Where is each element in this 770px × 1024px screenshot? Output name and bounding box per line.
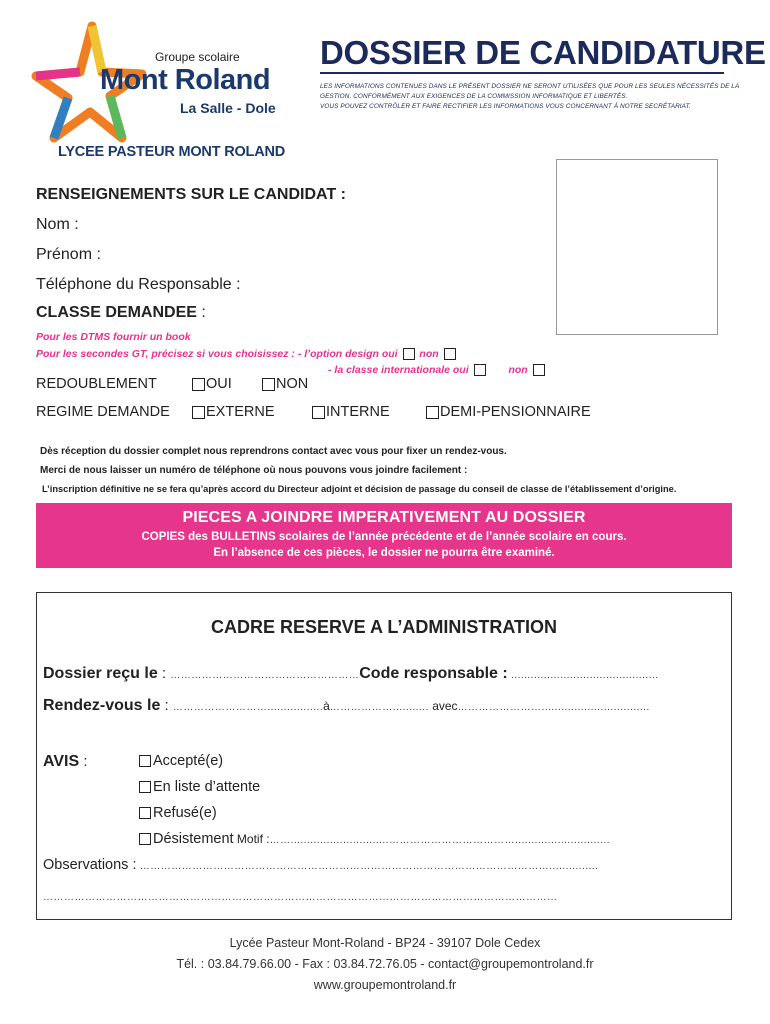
dossier-recu-label: Dossier reçu le xyxy=(43,665,158,682)
regime-demi-label: DEMI-PENSIONNAIRE xyxy=(440,404,591,420)
redoublement-non[interactable] xyxy=(260,376,308,392)
observations-line-2[interactable] xyxy=(43,887,558,904)
dtms-note: Pour les DTMS fournir un book xyxy=(36,331,191,343)
lycee-name: LYCEE PASTEUR MONT ROLAND xyxy=(58,144,286,160)
dossier-recu-colon: : xyxy=(157,665,171,682)
dossier-recu-dots: ……………………………………………… xyxy=(170,670,360,681)
code-responsable-dots: ............................................. xyxy=(507,670,659,681)
avis-desistement[interactable] xyxy=(137,831,610,847)
pieces-banner xyxy=(36,503,732,568)
footer-address: Lycée Pasteur Mont-Roland - BP24 - 39107 Dole Cedex xyxy=(229,936,541,950)
redoublement-oui[interactable] xyxy=(190,376,232,392)
option-design-non-label: non xyxy=(419,348,439,360)
avis-label-wrap xyxy=(43,753,88,771)
rdv-label: Rendez-vous le xyxy=(43,697,161,714)
admin-title: CADRE RESERVE A L’ADMINISTRATION xyxy=(210,617,558,637)
motif-dots: ……..............................………………………………............................. xyxy=(269,835,611,846)
pieces-title: PIECES A JOINDRE IMPERATIVEMENT AU DOSSIER xyxy=(182,509,586,526)
redoublement-oui-checkbox[interactable] xyxy=(192,378,205,391)
regime-demi-checkbox[interactable] xyxy=(426,406,439,419)
avis-colon: : xyxy=(79,753,88,770)
classe-intl-non-checkbox[interactable] xyxy=(533,364,545,376)
avis-desistement-checkbox[interactable] xyxy=(139,833,151,845)
avis-refuse-label: Refusé(e) xyxy=(153,805,217,821)
telephone-field[interactable]: Téléphone du Responsable : xyxy=(36,276,241,293)
rdv-a-dots: ………………........... xyxy=(329,702,429,713)
rdv-avec: avec xyxy=(428,699,458,713)
avis-attente-checkbox[interactable] xyxy=(139,781,151,793)
classe-intl-non-label: non xyxy=(508,364,528,376)
pieces-line-2: En l’absence de ces pièces, le dossier ne pourra être examiné. xyxy=(213,547,555,559)
legal-notice xyxy=(320,82,740,112)
avis-desistement-label: Désistement xyxy=(153,831,234,847)
observations-line[interactable] xyxy=(43,857,598,873)
gt-note-row xyxy=(36,348,458,360)
redoublement-non-checkbox[interactable] xyxy=(262,378,275,391)
avis-accepte[interactable] xyxy=(137,753,223,769)
redoublement-non-label: NON xyxy=(276,376,309,392)
rdv-dots: ………………………................. xyxy=(172,702,324,713)
legal-line-1: LES INFORMATIONS CONTENUES DANS LE PRÉSENT DOSSIER NE SERONT UTILISÉES QUE POUR LES SEULES NÉCESSITÉS DE LA xyxy=(320,83,740,90)
avis-refuse[interactable] xyxy=(137,805,217,821)
redoublement-label: REDOUBLEMENT xyxy=(36,376,157,392)
rdv-colon: : xyxy=(160,697,173,714)
note-line-3: L’inscription définitive ne se fera qu’après accord du Directeur adjoint et décision de passage du conseil de classe de l’établissement d’origine. xyxy=(42,484,677,494)
avis-attente-label: En liste d’attente xyxy=(153,779,261,795)
option-design-oui-checkbox[interactable] xyxy=(403,348,415,360)
code-responsable-label: Code responsable : xyxy=(359,665,508,682)
regime-externe-checkbox[interactable] xyxy=(192,406,205,419)
observations-dots: ………………………………………………………………………………………………………............... xyxy=(136,861,599,872)
photo-box[interactable] xyxy=(556,159,718,335)
logo-small-text: Groupe scolaire xyxy=(155,50,240,64)
footer-website[interactable]: www.groupemontroland.fr xyxy=(313,978,457,992)
admin-box xyxy=(36,592,732,920)
footer-contact: Tél. : 03.84.79.66.00 - Fax : 03.84.72.76.05 - contact@groupemontroland.fr xyxy=(176,957,594,971)
pieces-line-1: COPIES des BULLETINS scolaires de l’année précédente et de l’année scolaire en cours. xyxy=(141,531,627,543)
prenom-field[interactable]: Prénom : xyxy=(36,246,101,263)
logo-sub-text: La Salle - Dole xyxy=(180,100,276,116)
rdv-avec-dots: ……………………................................. xyxy=(457,702,650,713)
candidate-section-title: RENSEIGNEMENTS SUR LE CANDIDAT : xyxy=(36,186,346,203)
observations-label: Observations : xyxy=(43,857,137,873)
redoublement-oui-label: OUI xyxy=(206,376,232,392)
avis-attente[interactable] xyxy=(137,779,260,795)
regime-interne[interactable] xyxy=(310,404,390,420)
gt-note: Pour les secondes GT, précisez si vous choisissez : xyxy=(36,348,295,360)
dossier-recu-line[interactable] xyxy=(43,665,659,683)
regime-externe-label: EXTERNE xyxy=(206,404,275,420)
note-line-2: Merci de nous laisser un numéro de téléphone où nous pouvons vous joindre facilement : xyxy=(40,465,468,476)
regime-externe[interactable] xyxy=(190,404,275,420)
rdv-a: à xyxy=(323,699,330,713)
avis-refuse-checkbox[interactable] xyxy=(139,807,151,819)
motif-label: Motif : xyxy=(233,832,270,846)
regime-label: REGIME DEMANDE xyxy=(36,404,170,420)
avis-label: AVIS xyxy=(43,753,80,770)
legal-line-3: VOUS POUVEZ CONTRÔLER ET FAIRE RECTIFIER LES INFORMATIONS VOUS CONCERNANT À NOTRE SECRÉTARIAT. xyxy=(320,103,691,110)
regime-demi[interactable] xyxy=(424,404,591,420)
classe-intl-label: - la classe internationale oui xyxy=(328,364,469,376)
note-line-1: Dès réception du dossier complet nous reprendrons contact avec vous pour fixer un rendez-vous. xyxy=(40,446,507,457)
title-underline xyxy=(320,72,724,74)
classe-colon: : xyxy=(196,304,206,321)
regime-interne-label: INTERNE xyxy=(326,404,390,420)
classe-demandee-field[interactable] xyxy=(36,304,206,322)
legal-line-2: GESTION, CONFORMÉMENT AUX EXIGENCES DE LA COMMISSION INFORMATIQUE ET LIBERTÉS. xyxy=(320,93,628,100)
rdv-line[interactable] xyxy=(43,697,650,715)
option-design-label: - l’option design oui xyxy=(297,348,398,360)
classe-label: CLASSE DEMANDEE xyxy=(36,304,197,321)
logo-big-text: Mont Roland xyxy=(100,64,271,96)
option-design-non-checkbox[interactable] xyxy=(444,348,456,360)
observations-dots-2: ………………………………………………………………………………………………………………………………… xyxy=(43,892,558,903)
avis-accepte-label: Accepté(e) xyxy=(153,753,224,769)
regime-interne-checkbox[interactable] xyxy=(312,406,325,419)
nom-field[interactable]: Nom : xyxy=(36,216,79,233)
avis-accepte-checkbox[interactable] xyxy=(139,755,151,767)
page-title: DOSSIER DE CANDIDATURE xyxy=(320,34,766,71)
classe-intl-oui-checkbox[interactable] xyxy=(474,364,486,376)
intl-row xyxy=(328,364,547,376)
